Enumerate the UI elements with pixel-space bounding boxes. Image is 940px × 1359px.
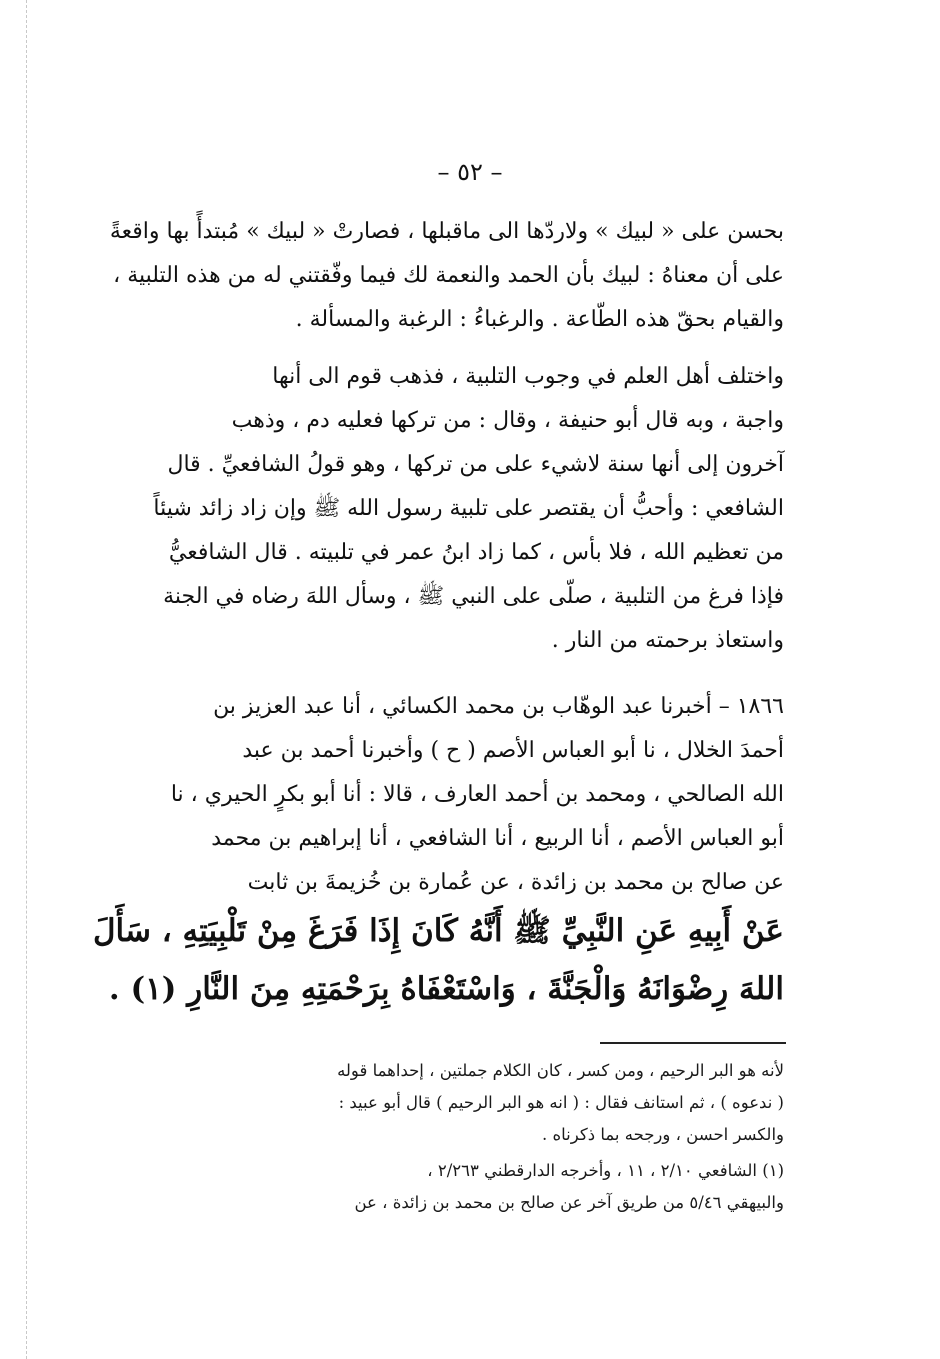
- footnote-1: [128, 1155, 784, 1219]
- text-line: ١٨٦٦ – أخبرنا عبد الوهّاب بن محمد الكسائي ، أنا عبد العزيز بن: [213, 694, 784, 719]
- page-number: – ٥٢ –: [437, 158, 503, 186]
- hadith-line: اللهَ رِضْوَانَهُ وَالْجَنَّةَ ، وَاسْتَعْفَاهُ بِرَحْمَتِهِ مِنَ النَّارِ (١) .: [108, 971, 784, 1007]
- text-line: واستعاذ برحمته من النار .: [551, 628, 784, 653]
- text-line: على أن معناهُ : لبيك بأن الحمد والنعمة لك فيما وفّقتني له من هذه التلبية ،: [113, 263, 784, 288]
- footnote-continued: [128, 1055, 784, 1151]
- footnote-line: والبيهقي ٥/٤٦ من طريق آخر عن صالح بن محمد بن زائدة ، عن: [354, 1193, 784, 1212]
- page-gutter-line: [26, 0, 27, 1359]
- footnote-line: والكسر احسن ، ورجحه بما ذكرناه .: [542, 1125, 784, 1144]
- hadith-text: [93, 902, 784, 1018]
- text-line: عن صالح بن محمد بن زائدة ، عن عُمارة بن خُزيمةَ بن ثابت: [247, 870, 784, 895]
- text-line: بحسن على « لبيك » ولاردّها الى ماقبلها ، فصارتْ « لبيك » مُبتدأً بها واقعةً: [109, 219, 784, 244]
- text-line: الله الصالحي ، ومحمد بن أحمد العارف ، قالا : أنا أبو بكرٍ الحيري ، نا: [170, 782, 784, 807]
- text-line: فإذا فرغ من التلبية ، صلّى على النبي ﷺ ، وسأل اللهَ رضاه في الجنة: [163, 584, 784, 609]
- text-line: الشافعي : وأحبُّ أن يقتصر على تلبية رسول الله ﷺ وإن زاد زائد شيئاً: [153, 496, 784, 521]
- paragraph-3-isnad: [128, 685, 784, 905]
- text-line: من تعظيم الله ، فلا بأس ، كما زاد ابنُ عمر في تلبيته . قال الشافعيُّ: [168, 540, 784, 565]
- text-line: أحمدَ الخلال ، نا أبو العباس الأصم ( ح ) وأخبرنا أحمد بن عبد: [242, 738, 784, 763]
- text-line: واجبة ، وبه قال أبو حنيفة ، وقال : من تركها فعليه دم ، وذهب: [231, 408, 784, 433]
- paragraph-2: [128, 355, 784, 663]
- footnote-separator: [600, 1042, 786, 1044]
- text-line: واختلف أهل العلم في وجوب التلبية ، فذهب قوم الى أنها: [272, 364, 784, 389]
- text-line: والقيام بحقّ هذه الطّاعة . والرغباءُ : الرغبة والمسألة .: [295, 307, 784, 332]
- footnotes: [128, 1055, 784, 1219]
- text-line: أبو العباس الأصم ، أنا الربيع ، أنا الشافعي ، أنا إبراهيم بن محمد: [211, 826, 784, 851]
- footnote-line: لأنه هو البر الرحيم ، ومن كسر ، كان الكلام جملتين ، إحداهما قوله: [337, 1061, 784, 1080]
- text-line: آخرون إلى أنها سنة لاشيء على من تركها ، وهو قولُ الشافعيِّ . قال: [167, 452, 784, 477]
- footnote-line: ( ندعوه ) ، ثم استانف فقال : ( انه هو البر الرحيم ) قال أبو عبيد :: [338, 1093, 784, 1112]
- paragraph-1: [109, 210, 784, 342]
- footnote-line: (١) الشافعي ٢/١٠ ، ١١ ، وأخرجه الدارقطني ٢/٢٦٣ ،: [427, 1161, 784, 1180]
- hadith-line: عَنْ أَبِيهِ عَنِ النَّبِيِّ ﷺ أَنَّهُ كَانَ إِذَا فَرَغَ مِنْ تَلْبِيَتِهِ ، سَأَلَ: [93, 913, 784, 949]
